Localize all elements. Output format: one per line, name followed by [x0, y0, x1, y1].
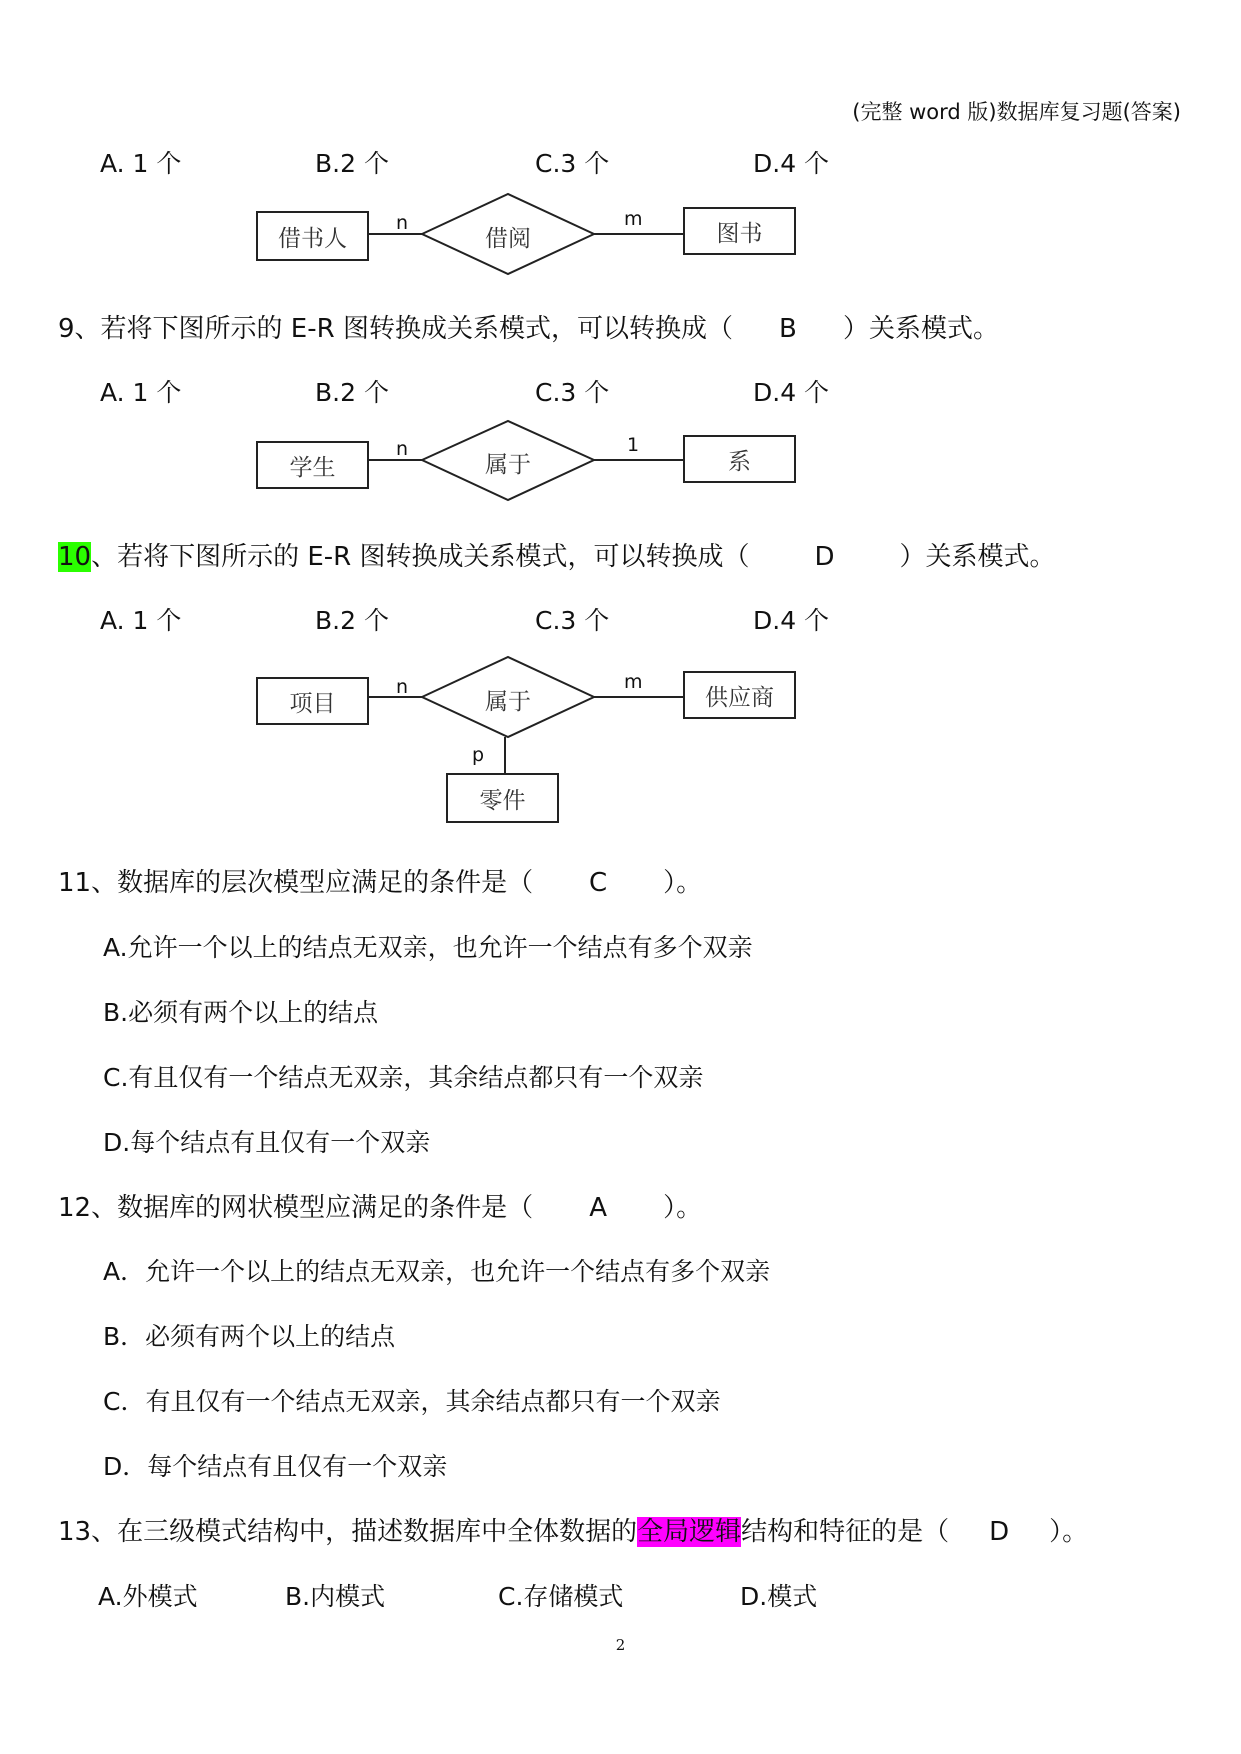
q11-option-d: D.每个结点有且仅有一个双亲 — [103, 1128, 431, 1157]
er2-cardinality-right: 1 — [627, 434, 640, 456]
q10-option-d: D.4 个 — [753, 606, 830, 635]
question-13-tail: ）。 — [1049, 1517, 1089, 1547]
question-13-highlight: 全局逻辑 — [637, 1517, 742, 1547]
question-12-answer: A — [589, 1193, 607, 1223]
question-10-text: 、若将下图所示的 E-R 图转换成关系模式，可以转换成（ — [91, 542, 750, 572]
q9-option-c: C.3 个 — [535, 378, 610, 407]
er2-cardinality-left: n — [396, 438, 409, 460]
question-9 — [58, 308, 999, 345]
er1-entity-borrower: 借书人 — [256, 211, 369, 261]
q8-option-d: D.4 个 — [753, 149, 830, 178]
q10-option-c: C.3 个 — [535, 606, 610, 635]
question-11-tail: ）。 — [663, 868, 703, 898]
question-11-answer: C — [589, 868, 608, 898]
page-number: 2 — [615, 1636, 626, 1654]
question-10-answer: D — [814, 542, 835, 572]
er3-entity-project: 项目 — [256, 677, 369, 725]
question-9-answer: B — [779, 314, 797, 344]
question-13-text-continued: 结构和特征的是（ — [741, 1517, 950, 1547]
q13-option-d: D.模式 — [740, 1582, 818, 1611]
question-12 — [58, 1187, 702, 1224]
er3-cardinality-left: n — [396, 676, 409, 698]
question-11 — [58, 862, 702, 899]
q10-option-a: A. 1 个 — [100, 606, 182, 635]
q11-option-b: B.必须有两个以上的结点 — [103, 998, 379, 1027]
er1-entity-book: 图书 — [683, 207, 796, 255]
question-13 — [58, 1511, 1088, 1548]
er2-entity-student: 学生 — [256, 441, 369, 489]
question-10 — [58, 536, 1056, 573]
q9-option-b: B.2 个 — [315, 378, 389, 407]
er2-relationship-belongs: 属于 — [485, 452, 531, 478]
question-13-answer: D — [989, 1517, 1010, 1547]
document-header: (完整 word 版)数据库复习题(答案) — [852, 100, 1181, 124]
q8-option-c: C.3 个 — [535, 149, 610, 178]
q11-option-c: C.有且仅有一个结点无双亲，其余结点都只有一个双亲 — [103, 1063, 704, 1092]
er3-entity-supplier: 供应商 — [683, 671, 796, 719]
question-9-tail: ）关系模式。 — [842, 314, 999, 344]
q12-option-b: B．必须有两个以上的结点 — [103, 1322, 396, 1351]
question-12-text: 12、数据库的网状模型应满足的条件是（ — [58, 1193, 534, 1223]
question-10-tail: ）关系模式。 — [899, 542, 1056, 572]
q12-option-d: D．每个结点有且仅有一个双亲 — [103, 1452, 448, 1481]
q10-option-b: B.2 个 — [315, 606, 389, 635]
q13-option-a: A.外模式 — [98, 1582, 198, 1611]
er3-relationship-belongs: 属于 — [485, 689, 531, 715]
q13-option-b: B.内模式 — [285, 1582, 386, 1611]
question-11-text: 11、数据库的层次模型应满足的条件是（ — [58, 868, 534, 898]
er3-cardinality-right: m — [624, 671, 643, 693]
er2-entity-department: 系 — [683, 435, 796, 483]
question-9-text: 9、若将下图所示的 E-R 图转换成关系模式，可以转换成（ — [58, 314, 733, 344]
er1-cardinality-right: m — [624, 208, 643, 230]
q9-option-a: A. 1 个 — [100, 378, 182, 407]
question-10-number: 10 — [58, 542, 92, 572]
q9-option-d: D.4 个 — [753, 378, 830, 407]
er1-cardinality-left: n — [396, 212, 409, 234]
er3-entity-part: 零件 — [446, 773, 559, 823]
er1-relationship-borrow: 借阅 — [485, 226, 531, 252]
q11-option-a: A.允许一个以上的结点无双亲，也允许一个结点有多个双亲 — [103, 933, 753, 962]
question-13-text: 13、在三级模式结构中，描述数据库中全体数据的 — [58, 1517, 638, 1547]
er3-cardinality-bottom: p — [472, 744, 485, 766]
q12-option-c: C．有且仅有一个结点无双亲，其余结点都只有一个双亲 — [103, 1387, 721, 1416]
q12-option-a: A．允许一个以上的结点无双亲，也允许一个结点有多个双亲 — [103, 1257, 771, 1286]
question-12-tail: ）。 — [663, 1193, 703, 1223]
q8-option-a: A. 1 个 — [100, 149, 182, 178]
q13-option-c: C.存储模式 — [498, 1582, 624, 1611]
q8-option-b: B.2 个 — [315, 149, 389, 178]
